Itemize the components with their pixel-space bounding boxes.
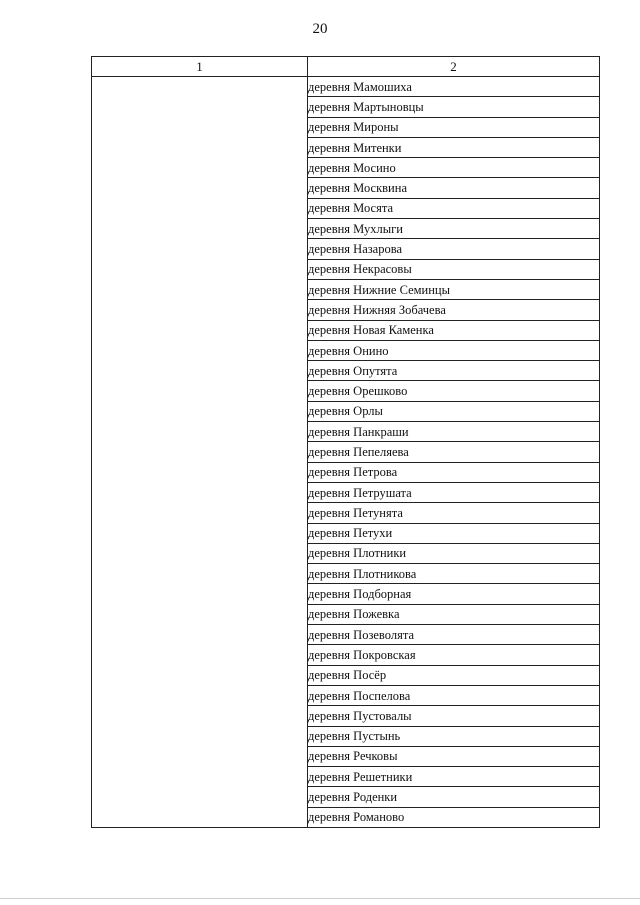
village-name-cell: деревня Петухи bbox=[308, 523, 600, 543]
village-name-cell: деревня Нижние Семинцы bbox=[308, 279, 600, 299]
village-name-cell: деревня Мироны bbox=[308, 117, 600, 137]
village-name-cell: деревня Мосята bbox=[308, 198, 600, 218]
village-name-cell: деревня Орешково bbox=[308, 381, 600, 401]
column-header-1: 1 bbox=[92, 57, 308, 77]
village-name-cell: деревня Новая Каменка bbox=[308, 320, 600, 340]
village-name-cell: деревня Плотники bbox=[308, 543, 600, 563]
village-name-cell: деревня Поспелова bbox=[308, 685, 600, 705]
village-name-cell: деревня Пустынь bbox=[308, 726, 600, 746]
column-header-2: 2 bbox=[308, 57, 600, 77]
village-name-cell: деревня Митенки bbox=[308, 137, 600, 157]
village-name-cell: деревня Роденки bbox=[308, 787, 600, 807]
village-name-cell: деревня Мухлыги bbox=[308, 219, 600, 239]
page-number: 20 bbox=[312, 21, 328, 37]
village-name-cell: деревня Речковы bbox=[308, 746, 600, 766]
village-name-cell: деревня Орлы bbox=[308, 401, 600, 421]
village-name-cell: деревня Позеволята bbox=[308, 625, 600, 645]
village-name-cell: деревня Плотникова bbox=[308, 564, 600, 584]
scan-edge-line bbox=[0, 898, 640, 899]
village-name-cell: деревня Петунята bbox=[308, 503, 600, 523]
village-name-cell: деревня Некрасовы bbox=[308, 259, 600, 279]
column1-merged-cell bbox=[92, 77, 308, 828]
village-name-cell: деревня Пустовалы bbox=[308, 706, 600, 726]
village-name-cell: деревня Петрова bbox=[308, 462, 600, 482]
village-name-cell: деревня Москвина bbox=[308, 178, 600, 198]
settlements-table bbox=[91, 56, 600, 828]
village-name-cell: деревня Посёр bbox=[308, 665, 600, 685]
village-name-cell: деревня Мосино bbox=[308, 158, 600, 178]
village-name-cell: деревня Мартыновцы bbox=[308, 97, 600, 117]
village-name-cell: деревня Романово bbox=[308, 807, 600, 827]
village-name-cell: деревня Решетники bbox=[308, 767, 600, 787]
village-name-cell: деревня Назарова bbox=[308, 239, 600, 259]
village-name-cell: деревня Покровская bbox=[308, 645, 600, 665]
village-name-cell: деревня Опутята bbox=[308, 361, 600, 381]
table-row bbox=[92, 77, 600, 97]
village-name-cell: деревня Подборная bbox=[308, 584, 600, 604]
village-name-cell: деревня Панкраши bbox=[308, 422, 600, 442]
village-name-cell: деревня Пепеляева bbox=[308, 442, 600, 462]
table-body bbox=[92, 77, 600, 828]
village-name-cell: деревня Петрушата bbox=[308, 482, 600, 502]
village-name-cell: деревня Онино bbox=[308, 340, 600, 360]
table-header-row bbox=[92, 57, 600, 77]
village-name-cell: деревня Нижняя Зобачева bbox=[308, 300, 600, 320]
village-name-cell: деревня Мамошиха bbox=[308, 77, 600, 97]
village-name-cell: деревня Пожевка bbox=[308, 604, 600, 624]
table-header bbox=[92, 57, 600, 77]
